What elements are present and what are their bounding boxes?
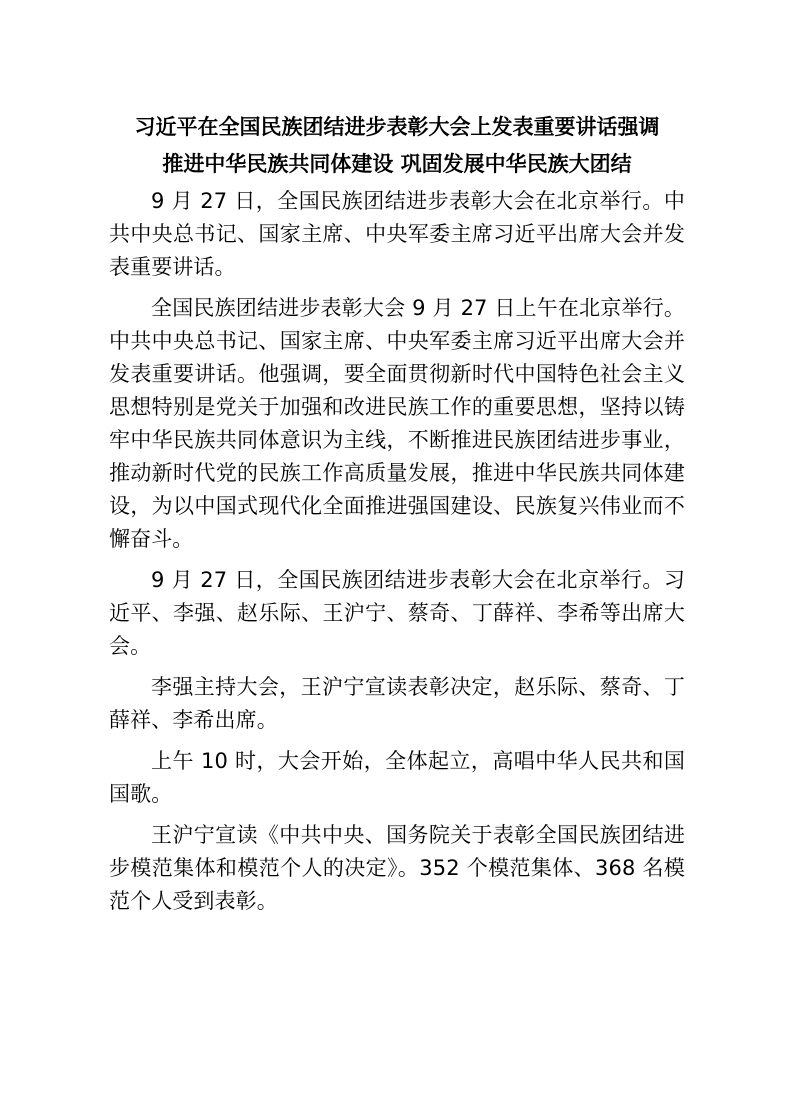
document-title-line-1: 习近平在全国民族团结进步表彰大会上发表重要讲话强调 [134, 115, 660, 139]
paragraph-4: 李强主持大会，王沪宁宣读表彰决定，赵乐际、蔡奇、丁薛祥、李希出席。 [109, 675, 685, 732]
paragraph-5: 上午 10 时，大会开始，全体起立，高唱中华人民共和国国歌。 [109, 749, 685, 806]
document-body [109, 185, 685, 918]
document-title-line-2: 推进中华民族共同体建设 巩固发展中华民族大团结 [162, 152, 632, 176]
paragraph-1: 9 月 27 日，全国民族团结进步表彰大会在北京举行。中共中央总书记、国家主席、中央军委主席习近平出席大会并发表重要讲话。 [109, 189, 685, 279]
paragraph-3: 9 月 27 日，全国民族团结进步表彰大会在北京举行。习近平、李强、赵乐际、王沪宁、蔡奇、丁薛祥、李希等出席大会。 [109, 568, 685, 658]
paragraph-6: 王沪宁宣读《中共中央、国务院关于表彰全国民族团结进步模范集体和模范个人的决定》。352 个模范集体、368 名模范个人受到表彰。 [109, 823, 685, 913]
paragraph-2: 全国民族团结进步表彰大会 9 月 27 日上午在北京举行。中共中央总书记、国家主席、中央军委主席习近平出席大会并发表重要讲话。他强调，要全面贯彻新时代中国特色社会主义思想特别是党关于加强和改进民族工作的重要思想，坚持以铸牢中华民族共同体意识为主线，不断推进民族团结进步事业，推动新时代党的民族工作高质量发展，推进中华民族共同体建设，为以中国式现代化全面推进强国建设、民族复兴伟业而不懈奋斗。 [109, 296, 685, 551]
